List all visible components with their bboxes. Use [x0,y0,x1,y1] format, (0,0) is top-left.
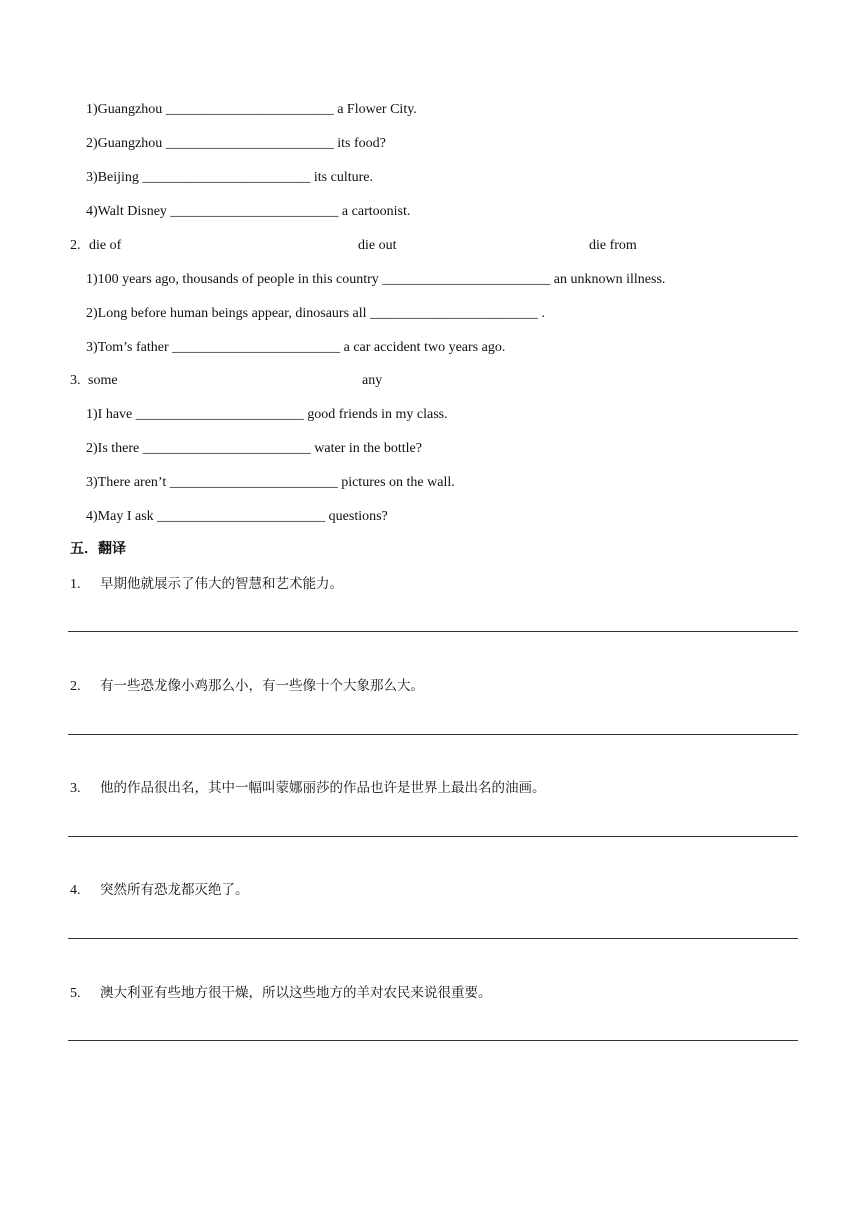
item-number: 3) [86,475,98,490]
answer-blank[interactable]: ________________________ [157,509,326,524]
item-number: 2) [86,136,98,151]
answer-blank[interactable]: ________________________ [370,306,539,321]
item-number: 3) [86,340,98,355]
sentence-end: a cartoonist. [338,204,411,219]
sentence-start: Tom’s father [97,340,173,355]
exercise-2-2 [86,305,545,323]
option-die-from: die from [589,238,637,253]
answer-blank[interactable]: ________________________ [142,441,311,456]
exercise-3-4 [86,508,388,526]
section-title-translation: 五．翻译 [70,541,126,557]
answer-blank[interactable]: ________________________ [142,170,311,185]
sentence-start: Beijing [97,170,143,185]
option-die-out: die out [358,238,397,253]
exercise-1-1 [86,101,417,119]
item-number: 3) [86,170,98,185]
sentence-end: its culture. [310,170,374,185]
chinese-sentence: 澳大利亚有些地方很干燥，所以这些地方的羊对农民来说很重要。 [100,985,492,1001]
sentence-start: Is there [97,441,143,456]
answer-blank[interactable]: ________________________ [170,204,339,219]
sentence-end: questions? [325,509,388,524]
sentence-start: I have [97,407,136,422]
exercise-3-2 [86,440,422,458]
exercise-1-4 [86,203,410,221]
exercise-2-3 [86,339,505,357]
exercise-1-2 [86,135,386,153]
item-number: 2) [86,306,98,321]
group-3-number: 3. [70,373,81,388]
chinese-sentence: 他的作品很出名，其中一幅叫蒙娜丽莎的作品也许是世界上最出名的油画。 [100,780,546,796]
answer-line-3[interactable] [68,836,798,837]
option-any: any [362,373,383,388]
translation-item-5 [70,984,492,1003]
sentence-end: water in the bottle? [310,441,422,456]
sentence-start: Walt Disney [97,204,171,219]
answer-blank[interactable]: ________________________ [172,340,341,355]
exercise-3-1 [86,406,448,424]
item-number: 4. [70,883,81,898]
sentence-start: There aren’t [97,475,170,490]
sentence-end: its food? [333,136,386,151]
sentence-start: Guangzhou [97,136,166,151]
answer-line-5[interactable] [68,1040,798,1041]
sentence-end: an unknown illness. [550,272,666,287]
item-number: 1) [86,407,98,422]
sentence-end: a car accident two years ago. [340,340,506,355]
answer-blank[interactable]: ________________________ [382,272,551,287]
chinese-sentence: 有一些恐龙像小鸡那么小，有一些像十个大象那么大。 [100,678,424,694]
exercise-3-3 [86,474,455,492]
item-number: 2. [70,679,81,694]
item-number: 2) [86,441,98,456]
translation-item-3 [70,779,546,798]
sentence-end: . [538,306,546,321]
item-number: 1) [86,102,98,117]
item-number: 5. [70,986,81,1001]
sentence-start: Guangzhou [97,102,166,117]
chinese-sentence: 突然所有恐龙都灭绝了。 [100,882,249,898]
answer-blank[interactable]: ________________________ [135,407,304,422]
option-some: some [88,373,118,388]
answer-line-1[interactable] [68,631,798,632]
answer-line-2[interactable] [68,734,798,735]
exercise-2-1 [86,271,665,289]
option-die-of: die of [89,238,122,253]
item-number: 1. [70,577,81,592]
sentence-end: pictures on the wall. [337,475,455,490]
answer-line-4[interactable] [68,938,798,939]
sentence-end: a Flower City. [333,102,417,117]
answer-blank[interactable]: ________________________ [165,136,334,151]
translation-item-4 [70,881,249,900]
chinese-sentence: 早期他就展示了伟大的智慧和艺术能力。 [100,576,343,592]
sentence-start: 100 years ago, thousands of people in this country [97,272,383,287]
item-number: 4) [86,204,98,219]
item-number: 4) [86,509,98,524]
item-number: 3. [70,781,81,796]
translation-item-2 [70,677,424,696]
translation-item-1 [70,575,343,594]
sentence-start: Long before human beings appear, dinosaurs all [97,306,371,321]
sentence-end: good friends in my class. [303,407,448,422]
answer-blank[interactable]: ________________________ [165,102,334,117]
item-number: 1) [86,272,98,287]
exercise-1-3 [86,169,373,187]
group-2-number: 2. [70,238,81,253]
answer-blank[interactable]: ________________________ [169,475,338,490]
sentence-start: May I ask [97,509,158,524]
